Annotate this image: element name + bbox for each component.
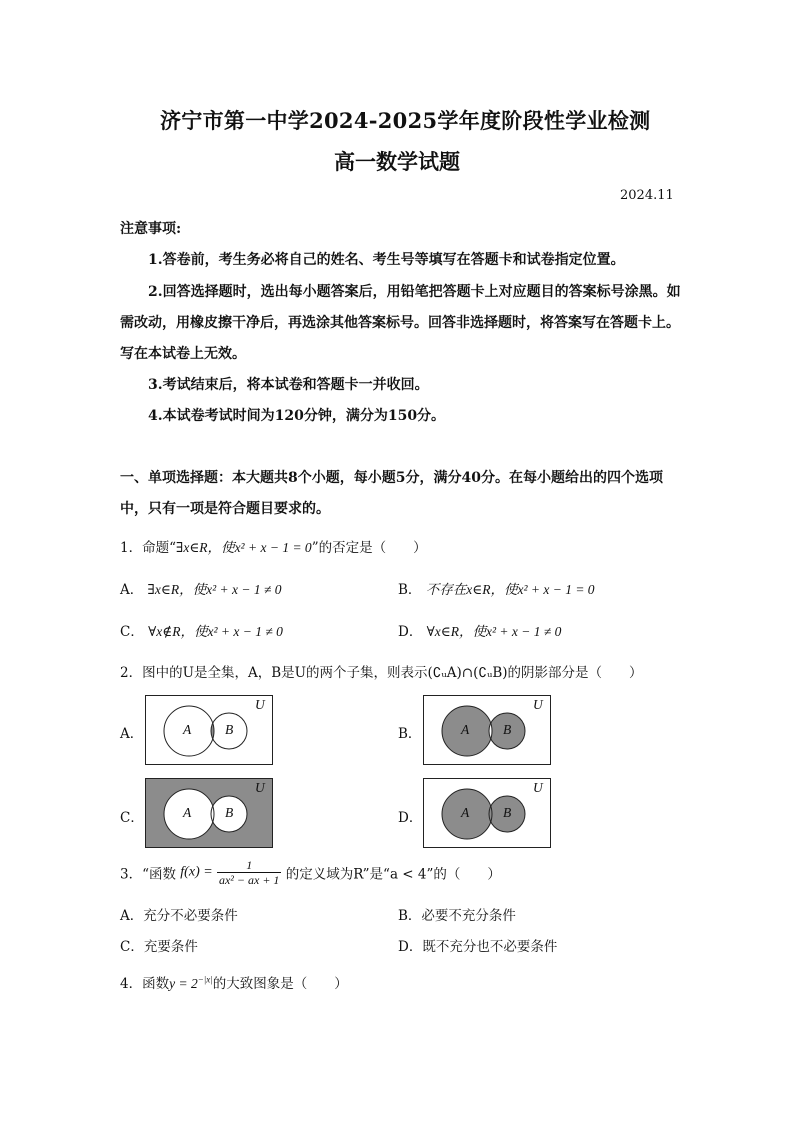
- exam-subtitle: 高一数学试题: [334, 149, 460, 174]
- question-3-option-d[interactable]: D．既不充分也不必要条件: [398, 939, 558, 955]
- venn-diagram-d[interactable]: [423, 778, 551, 848]
- section-1-line-2: 中，只有一项是符合题目要求的。: [120, 501, 330, 517]
- question-number: 4．: [120, 976, 143, 992]
- question-2-text: 图中的U是全集，A，B是U的两个子集，则表示(∁ᵤA)∩(∁ᵤB)的阴影部分是（ ）: [142, 665, 643, 681]
- set-b-label: B: [503, 805, 512, 820]
- question-2-stem: [120, 661, 643, 681]
- question-2-option-a-label[interactable]: A．: [120, 726, 144, 742]
- question-3-option-c[interactable]: C．充要条件: [120, 939, 198, 955]
- exam-date: 2024.11: [620, 188, 674, 203]
- venn-diagram-a[interactable]: [145, 695, 273, 765]
- set-b-label: B: [503, 722, 512, 737]
- option-label: D．: [398, 624, 423, 640]
- question-3-option-a[interactable]: A．充分不必要条件: [120, 908, 238, 924]
- question-3-stem: [120, 858, 501, 887]
- question-1-pre: 命题“: [142, 540, 176, 556]
- question-4-stem: [120, 972, 348, 992]
- notice-item-3: 3.考试结束后，将本试卷和答题卡一并收回。: [148, 377, 429, 393]
- set-u-label: U: [255, 697, 265, 712]
- question-1-post: ”的否定是（ ）: [311, 540, 427, 556]
- notice-item-2-line-1: 2.回答选择题时，选出每小题答案后，用铅笔把答题卡上对应题目的答案标号涂黑。如: [148, 284, 681, 300]
- question-3-mid: 的定义域为R”是“a < 4”的（ ）: [285, 866, 501, 883]
- question-4-pre: 函数: [142, 976, 170, 992]
- set-a-label: A: [461, 805, 470, 820]
- set-a-label: A: [183, 722, 192, 737]
- exam-title: 济宁市第一中学2024-2025学年度阶段性学业检测: [160, 108, 651, 133]
- fraction-denominator: ax² − ax + 1: [218, 873, 280, 887]
- question-3-pre: “函数: [142, 866, 176, 883]
- question-3-function: f(x) =: [180, 864, 213, 880]
- venn-diagram-b[interactable]: [423, 695, 551, 765]
- set-u-label: U: [533, 697, 543, 712]
- question-1-stem: [120, 536, 427, 556]
- question-1-option-a[interactable]: [120, 578, 282, 598]
- question-4-function: y = 2: [169, 976, 198, 991]
- question-2-option-d-label[interactable]: D．: [398, 810, 423, 826]
- question-3-option-b[interactable]: B．必要不充分条件: [398, 908, 516, 924]
- option-label: A．: [120, 582, 144, 598]
- option-text: 不存在x∈R，使x² + x − 1 = 0: [425, 582, 595, 597]
- notice-heading: 注意事项:: [120, 221, 182, 237]
- venn-diagram-c[interactable]: [145, 778, 273, 848]
- fraction-numerator: 1: [217, 858, 281, 873]
- question-2-option-c-label[interactable]: C．: [120, 810, 144, 826]
- section-1-line-1: 一、单项选择题：本大题共8个小题，每小题5分，满分40分。在每小题给出的四个选项: [120, 470, 663, 486]
- notice-item-4: 4.本试卷考试时间为120分钟，满分为150分。: [148, 408, 446, 424]
- question-1-option-d[interactable]: [398, 620, 561, 640]
- question-number: 1．: [120, 540, 143, 556]
- notice-item-2-line-3: 写在本试卷上无效。: [120, 346, 246, 362]
- question-4-exponent: −|x|: [197, 974, 213, 985]
- question-1-option-c[interactable]: [120, 620, 283, 640]
- set-b-label: B: [225, 722, 234, 737]
- option-label: B．: [398, 582, 422, 598]
- question-2-option-b-label[interactable]: B．: [398, 726, 422, 742]
- question-number: 2．: [120, 665, 143, 681]
- option-text: ∀x∉R，使x² + x − 1 ≠ 0: [148, 624, 283, 639]
- notice-item-1: 1.答卷前，考生务必将自己的姓名、考生号等填写在答题卡和试卷指定位置。: [148, 252, 625, 268]
- question-1-option-b[interactable]: [398, 578, 595, 598]
- notice-item-2-line-2: 需改动，用橡皮擦干净后，再选涂其他答案标号。回答非选择题时，将答案写在答题卡上。: [120, 315, 680, 331]
- question-number: 3．: [120, 866, 143, 883]
- option-text: ∀x∈R，使x² + x − 1 ≠ 0: [426, 624, 562, 639]
- option-label: C．: [120, 624, 144, 640]
- question-1-expr: ∃x∈R，使: [176, 540, 235, 555]
- set-a-label: A: [461, 722, 470, 737]
- set-u-label: U: [533, 780, 543, 795]
- universal-set-rect: [146, 696, 273, 765]
- set-a-label: A: [183, 805, 192, 820]
- question-3-fraction: [217, 858, 281, 887]
- question-4-post: 的大致图象是（ ）: [212, 976, 348, 992]
- option-text: ∃x∈R，使x² + x − 1 ≠ 0: [147, 582, 282, 597]
- set-u-label: U: [255, 780, 265, 795]
- question-1-equation: x² + x − 1 = 0: [234, 540, 312, 555]
- set-b-label: B: [225, 805, 234, 820]
